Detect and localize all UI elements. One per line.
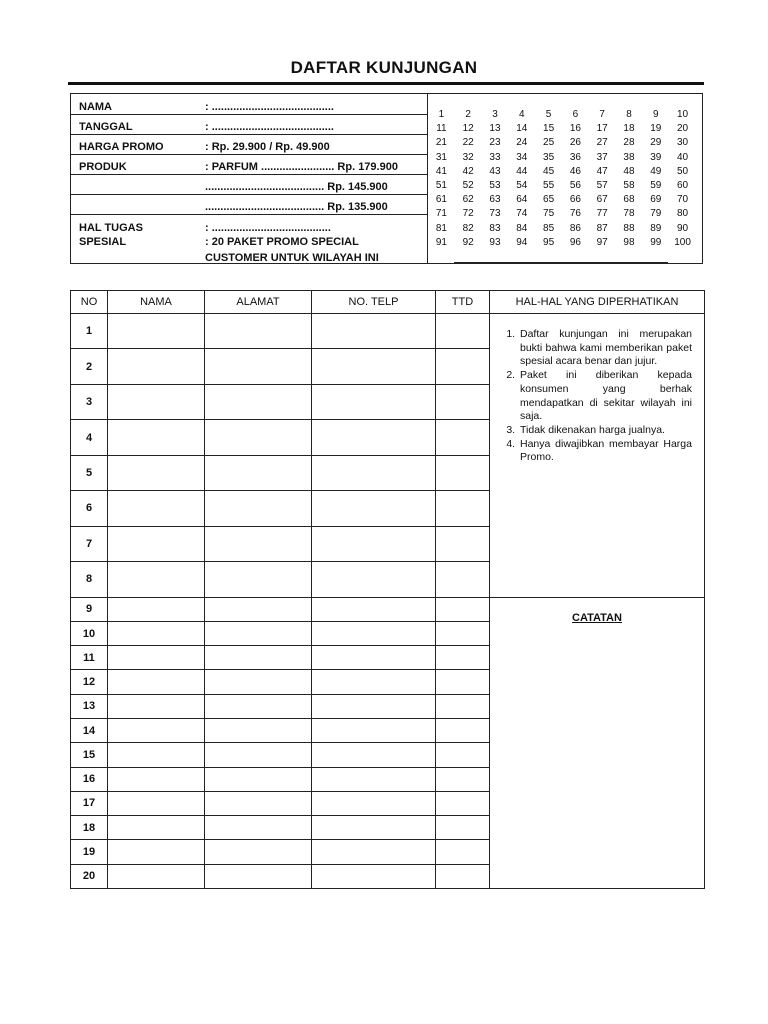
catatan-heading: CATATAN — [572, 611, 622, 624]
telp-cell[interactable] — [312, 621, 436, 645]
telp-cell[interactable] — [312, 526, 436, 561]
number-cell: 46 — [569, 165, 581, 177]
number-cell: 89 — [650, 222, 662, 234]
number-cell: 24 — [516, 137, 528, 149]
ttd-cell[interactable] — [436, 455, 490, 490]
number-cell: 78 — [623, 208, 635, 220]
info-label: HARGA PROMO — [79, 141, 164, 153]
nama-cell[interactable] — [108, 384, 205, 419]
number-cell: 95 — [543, 236, 555, 248]
info-value: : Rp. 29.900 / Rp. 49.900 — [205, 141, 330, 153]
number-cell: 12 — [462, 123, 474, 135]
row-number: 12 — [71, 670, 108, 694]
nama-cell[interactable] — [108, 767, 205, 791]
number-cell: 35 — [543, 151, 555, 163]
header-no-telp: NO. TELP — [312, 291, 436, 314]
ttd-cell[interactable] — [436, 816, 490, 840]
info-fields — [71, 94, 428, 263]
nama-cell[interactable] — [108, 694, 205, 718]
number-cell: 96 — [569, 236, 581, 248]
number-cell: 23 — [489, 137, 501, 149]
nama-cell[interactable] — [108, 455, 205, 490]
number-cell: 94 — [516, 236, 528, 248]
number-row — [428, 108, 702, 122]
number-cell: 99 — [650, 236, 662, 248]
number-cell: 19 — [650, 123, 662, 135]
number-cell: 81 — [435, 222, 447, 234]
number-cell: 8 — [626, 109, 632, 120]
ttd-cell[interactable] — [436, 670, 490, 694]
alamat-cell[interactable] — [205, 694, 312, 718]
title-rule — [68, 82, 704, 85]
number-cell: 16 — [569, 123, 581, 135]
ttd-cell[interactable] — [436, 840, 490, 864]
notes-list — [504, 328, 692, 465]
number-cell: 59 — [650, 179, 662, 191]
info-label: NAMA — [79, 101, 112, 113]
number-cell: 29 — [650, 137, 662, 149]
number-cell: 33 — [489, 151, 501, 163]
alamat-cell[interactable] — [205, 526, 312, 561]
telp-cell[interactable] — [312, 719, 436, 743]
number-cell: 18 — [623, 123, 635, 135]
alamat-cell[interactable] — [205, 743, 312, 767]
info-value: : ....................................... — [205, 222, 331, 234]
row-number: 1 — [71, 314, 108, 349]
number-row — [428, 207, 702, 221]
number-cell: 47 — [596, 165, 608, 177]
nama-cell[interactable] — [108, 491, 205, 526]
ttd-cell[interactable] — [436, 491, 490, 526]
ttd-cell[interactable] — [436, 719, 490, 743]
row-number: 18 — [71, 816, 108, 840]
number-cell: 84 — [516, 222, 528, 234]
number-row — [428, 151, 702, 165]
telp-cell[interactable] — [312, 562, 436, 598]
info-value: CUSTOMER UNTUK WILAYAH INI — [205, 252, 379, 264]
alamat-cell[interactable] — [205, 864, 312, 888]
telp-cell[interactable] — [312, 491, 436, 526]
header-alamat: ALAMAT — [205, 291, 312, 314]
visit-table — [70, 290, 705, 889]
row-number: 17 — [71, 791, 108, 815]
info-label: PRODUK — [79, 161, 127, 173]
alamat-cell[interactable] — [205, 562, 312, 598]
number-cell: 73 — [489, 208, 501, 220]
telp-cell[interactable] — [312, 314, 436, 349]
ttd-cell[interactable] — [436, 767, 490, 791]
row-number: 9 — [71, 597, 108, 621]
info-divider — [71, 114, 427, 115]
number-cell: 58 — [623, 179, 635, 191]
number-cell: 41 — [435, 165, 447, 177]
row-number: 2 — [71, 349, 108, 384]
telp-cell[interactable] — [312, 597, 436, 621]
number-cell: 80 — [677, 208, 689, 220]
info-value: : ........................................ — [205, 121, 334, 133]
row-number: 20 — [71, 864, 108, 888]
info-value: ....................................... Rp. 135.900 — [205, 201, 388, 213]
row-number: 3 — [71, 384, 108, 419]
number-cell: 37 — [596, 151, 608, 163]
number-cell: 87 — [596, 222, 608, 234]
ttd-cell[interactable] — [436, 420, 490, 455]
number-cell: 61 — [435, 194, 447, 206]
ttd-cell[interactable] — [436, 597, 490, 621]
info-value: : ........................................ — [205, 101, 334, 113]
telp-cell[interactable] — [312, 816, 436, 840]
ttd-cell[interactable] — [436, 791, 490, 815]
number-cell: 11 — [436, 123, 447, 135]
number-cell: 49 — [650, 165, 662, 177]
alamat-cell[interactable] — [205, 420, 312, 455]
number-cell: 54 — [516, 179, 528, 191]
number-cell: 26 — [569, 137, 581, 149]
number-cell: 14 — [516, 123, 528, 135]
nama-cell[interactable] — [108, 719, 205, 743]
number-cell: 39 — [650, 151, 662, 163]
telp-cell[interactable] — [312, 840, 436, 864]
table-row — [71, 314, 705, 349]
telp-cell[interactable] — [312, 646, 436, 670]
number-grid-underline — [454, 262, 668, 263]
note-item: 3. Tidak dikenakan harga jualnya. — [518, 424, 692, 438]
number-cell: 65 — [543, 194, 555, 206]
nama-cell[interactable] — [108, 597, 205, 621]
number-cell: 25 — [543, 137, 555, 149]
nama-cell[interactable] — [108, 670, 205, 694]
telp-cell[interactable] — [312, 349, 436, 384]
alamat-cell[interactable] — [205, 719, 312, 743]
number-cell: 21 — [435, 137, 447, 149]
number-cell: 9 — [652, 109, 659, 120]
number-cell: 91 — [435, 236, 447, 248]
number-cell: 5 — [545, 109, 552, 120]
number-row — [428, 179, 702, 193]
alamat-cell[interactable] — [205, 455, 312, 490]
number-cell: 85 — [543, 222, 555, 234]
ttd-cell[interactable] — [436, 743, 490, 767]
number-cell: 77 — [596, 208, 608, 220]
ttd-cell[interactable] — [436, 621, 490, 645]
number-cell: 34 — [516, 151, 528, 163]
nama-cell[interactable] — [108, 562, 205, 598]
alamat-cell[interactable] — [205, 816, 312, 840]
number-cell: 1 — [438, 109, 445, 120]
header-ttd: TTD — [436, 291, 490, 314]
table-row — [71, 597, 705, 621]
ttd-cell[interactable] — [436, 526, 490, 561]
number-grid — [428, 108, 702, 250]
nama-cell[interactable] — [108, 349, 205, 384]
telp-cell[interactable] — [312, 384, 436, 419]
row-number: 8 — [71, 562, 108, 598]
alamat-cell[interactable] — [205, 767, 312, 791]
number-cell: 64 — [516, 194, 528, 206]
note-item: 2. Paket ini diberikan kepada konsumen yang berhak mendapatkan di sekitar wilayah ini saja. — [518, 369, 692, 424]
number-cell: 42 — [462, 165, 474, 177]
telp-cell[interactable] — [312, 694, 436, 718]
telp-cell[interactable] — [312, 791, 436, 815]
number-cell: 83 — [489, 222, 501, 234]
alamat-cell[interactable] — [205, 670, 312, 694]
row-number: 14 — [71, 719, 108, 743]
ttd-cell[interactable] — [436, 864, 490, 888]
number-cell: 45 — [543, 165, 555, 177]
nama-cell[interactable] — [108, 816, 205, 840]
row-number: 15 — [71, 743, 108, 767]
number-cell: 92 — [462, 236, 474, 248]
number-cell: 44 — [516, 165, 528, 177]
number-cell: 97 — [596, 236, 608, 248]
number-cell: 63 — [489, 194, 501, 206]
number-cell: 98 — [623, 236, 635, 248]
nama-cell[interactable] — [108, 840, 205, 864]
number-cell: 32 — [462, 151, 474, 163]
number-cell: 36 — [569, 151, 581, 163]
nama-cell[interactable] — [108, 743, 205, 767]
info-label: TANGGAL — [79, 121, 133, 133]
ttd-cell[interactable] — [436, 562, 490, 598]
number-row — [428, 122, 702, 136]
number-row — [428, 236, 702, 250]
number-cell: 79 — [650, 208, 662, 220]
nama-cell[interactable] — [108, 646, 205, 670]
notes-cell — [490, 314, 705, 598]
number-cell: 7 — [599, 109, 605, 120]
number-cell: 13 — [489, 123, 501, 135]
number-cell: 70 — [677, 194, 689, 206]
number-cell: 20 — [677, 123, 689, 135]
alamat-cell[interactable] — [205, 597, 312, 621]
number-cell: 76 — [569, 208, 581, 220]
info-value: : PARFUM ........................ Rp. 179.900 — [205, 161, 398, 173]
row-number: 6 — [71, 491, 108, 526]
note-item: 4. Hanya diwajibkan membayar Harga Promo. — [518, 438, 692, 465]
number-cell: 57 — [596, 179, 608, 191]
number-cell: 43 — [489, 165, 501, 177]
table-header-row — [71, 291, 705, 314]
number-cell: 82 — [462, 222, 474, 234]
nama-cell[interactable] — [108, 314, 205, 349]
number-cell: 62 — [462, 194, 474, 206]
info-box — [70, 93, 703, 264]
number-cell: 56 — [569, 179, 581, 191]
telp-cell[interactable] — [312, 420, 436, 455]
info-value: : 20 PAKET PROMO SPECIAL — [205, 236, 359, 248]
number-cell: 48 — [623, 165, 635, 177]
number-cell: 55 — [543, 179, 555, 191]
page-title: DAFTAR KUNJUNGAN — [290, 58, 478, 77]
telp-cell[interactable] — [312, 455, 436, 490]
row-number: 7 — [71, 526, 108, 561]
number-cell: 74 — [516, 208, 528, 220]
number-cell: 22 — [462, 137, 474, 149]
info-divider — [71, 154, 427, 155]
number-cell: 75 — [543, 208, 555, 220]
number-cell: 90 — [677, 222, 689, 234]
number-cell: 60 — [677, 179, 689, 191]
ttd-cell[interactable] — [436, 694, 490, 718]
header-no: NO — [71, 291, 108, 314]
info-divider — [71, 134, 427, 135]
number-row — [428, 165, 702, 179]
info-value: ....................................... Rp. 145.900 — [205, 181, 388, 193]
alamat-cell[interactable] — [205, 646, 312, 670]
alamat-cell[interactable] — [205, 349, 312, 384]
nama-cell[interactable] — [108, 526, 205, 561]
number-cell: 4 — [519, 109, 525, 120]
ttd-cell[interactable] — [436, 314, 490, 349]
alamat-cell[interactable] — [205, 791, 312, 815]
telp-cell[interactable] — [312, 743, 436, 767]
header-notes: HAL-HAL YANG DIPERHATIKAN — [490, 291, 705, 314]
nama-cell[interactable] — [108, 791, 205, 815]
number-cell: 38 — [623, 151, 635, 163]
number-cell: 69 — [650, 194, 662, 206]
telp-cell[interactable] — [312, 864, 436, 888]
number-cell: 31 — [435, 151, 447, 163]
ttd-cell[interactable] — [436, 384, 490, 419]
telp-cell[interactable] — [312, 767, 436, 791]
info-label: SPESIAL — [79, 236, 127, 248]
number-cell: 68 — [623, 194, 635, 206]
nama-cell[interactable] — [108, 864, 205, 888]
number-cell: 66 — [569, 194, 581, 206]
number-cell: 67 — [596, 194, 608, 206]
number-cell: 15 — [543, 123, 555, 135]
number-cell: 93 — [489, 236, 501, 248]
number-cell: 40 — [677, 151, 689, 163]
number-cell: 6 — [572, 109, 579, 120]
ttd-cell[interactable] — [436, 646, 490, 670]
row-number: 11 — [71, 646, 108, 670]
number-cell: 52 — [462, 179, 474, 191]
number-cell: 28 — [623, 137, 635, 149]
row-number: 13 — [71, 694, 108, 718]
row-number: 19 — [71, 840, 108, 864]
number-cell: 72 — [462, 208, 474, 220]
number-cell: 88 — [623, 222, 635, 234]
number-cell: 3 — [492, 109, 498, 120]
number-cell: 51 — [435, 179, 447, 191]
row-number: 5 — [71, 455, 108, 490]
number-cell: 2 — [465, 109, 471, 120]
number-row — [428, 193, 702, 207]
nama-cell[interactable] — [108, 420, 205, 455]
info-divider — [71, 194, 427, 195]
row-number: 4 — [71, 420, 108, 455]
alamat-cell[interactable] — [205, 840, 312, 864]
header-nama: NAMA — [108, 291, 205, 314]
number-row — [428, 222, 702, 236]
alamat-cell[interactable] — [205, 491, 312, 526]
telp-cell[interactable] — [312, 670, 436, 694]
alamat-cell[interactable] — [205, 621, 312, 645]
row-number: 16 — [71, 767, 108, 791]
number-cell: 10 — [677, 109, 689, 120]
nama-cell[interactable] — [108, 621, 205, 645]
number-cell: 71 — [435, 208, 447, 220]
note-item: 1. Daftar kunjungan ini merupakan bukti bahwa kami memberikan paket spesial acara benar dan jujur. — [518, 328, 692, 369]
number-cell: 17 — [596, 123, 608, 135]
number-cell: 27 — [596, 137, 608, 149]
number-cell: 50 — [677, 165, 689, 177]
catatan-cell[interactable] — [490, 597, 705, 888]
info-divider — [71, 214, 427, 215]
alamat-cell[interactable] — [205, 314, 312, 349]
row-number: 10 — [71, 621, 108, 645]
number-cell: 30 — [677, 137, 689, 149]
number-cell: 100 — [674, 236, 691, 248]
number-row — [428, 136, 702, 150]
number-cell: 53 — [489, 179, 501, 191]
info-label: HAL TUGAS — [79, 222, 143, 234]
alamat-cell[interactable] — [205, 384, 312, 419]
number-cell: 86 — [569, 222, 581, 234]
ttd-cell[interactable] — [436, 349, 490, 384]
info-divider — [71, 174, 427, 175]
